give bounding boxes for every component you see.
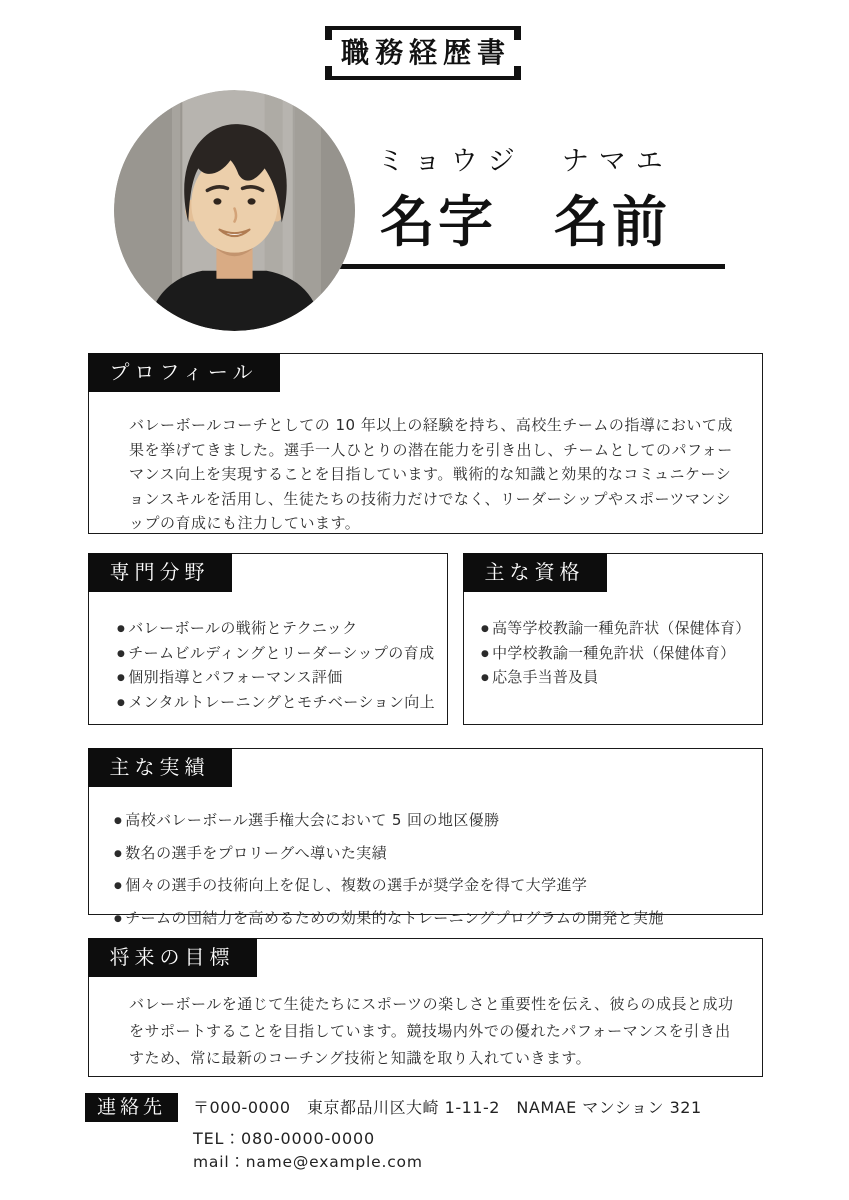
list-item: ● チームの団結力を高めるための効果的なトレーニングプログラムの開発と実施 xyxy=(114,903,762,936)
list-item: ● 高等学校教諭一種免許状（保健体育） xyxy=(481,617,759,642)
section-label-specialty: 専門分野 xyxy=(88,553,232,592)
section-label-qualifications: 主な資格 xyxy=(463,553,607,592)
section-specialty xyxy=(88,553,448,725)
goals-text: バレーボールを通じて生徒たちにスポーツの楽しさと重要性を伝え、彼らの成長と成功をサポートすることを目指しています。競技場内外での優れたパフォーマンスを引き出すため、常に最新のコーチング技術と知識を取り入れていきます。 xyxy=(129,995,734,1067)
list-item: ● 高校バレーボール選手権大会において 5 回の地区優勝 xyxy=(114,805,762,838)
section-achievements xyxy=(88,748,763,927)
frame-corner-top-left xyxy=(325,30,332,40)
list-item: ● バレーボールの戦術とテクニック xyxy=(117,617,447,642)
list-item: ● 数名の選手をプロリーグへ導いた実績 xyxy=(114,838,762,871)
section-qualifications xyxy=(463,553,763,725)
portrait-illustration xyxy=(114,90,355,331)
list-item: ● 個々の選手の技術向上を促し、複数の選手が奨学金を得て大学進学 xyxy=(114,870,762,903)
name-furigana: ミョウジ ナマエ xyxy=(377,146,673,177)
specialty-list xyxy=(89,617,447,715)
section-label-contact: 連絡先 xyxy=(85,1093,178,1122)
list-item: ● 応急手当普及員 xyxy=(481,666,759,691)
name-underline xyxy=(325,264,725,269)
contact-lines xyxy=(193,1093,702,1174)
document-title: 職務経歴書 xyxy=(340,36,511,69)
list-item: ● 個別指導とパフォーマンス評価 xyxy=(117,666,447,691)
section-profile xyxy=(88,353,763,534)
section-contact xyxy=(85,1093,702,1174)
frame-corner-top-right xyxy=(514,30,521,40)
list-item: ● メンタルトレーニングとモチベーション向上 xyxy=(117,691,447,716)
qualifications-list xyxy=(464,617,762,691)
two-column-row xyxy=(88,553,763,725)
full-name: 名字 名前 xyxy=(379,190,670,254)
document-title-frame xyxy=(325,26,521,80)
contact-tel: TEL：080-0000-0000 xyxy=(193,1129,375,1148)
list-item: ● 中学校教諭一種免許状（保健体育） xyxy=(481,642,759,667)
name-block xyxy=(325,146,725,269)
section-label-achievements: 主な実績 xyxy=(88,748,232,787)
frame-corner-bottom-left xyxy=(325,66,332,76)
section-label-goals: 将来の目標 xyxy=(88,938,257,977)
frame-corner-bottom-right xyxy=(514,66,521,76)
achievements-list xyxy=(89,805,762,935)
profile-photo xyxy=(114,90,355,331)
contact-mail: mail：name@example.com xyxy=(193,1153,423,1171)
profile-text: バレーボールコーチとしての 10 年以上の経験を持ち、高校生チームの指導において成果を挙げてきました。選手一人ひとりの潜在能力を引き出し、チームとしてのパフォーマンス向上を実現することを目指しています。戦術的な知識と効果的なコミュニケーションスキルを活用し、生徒たちの技術力だけでなく、リーダーシップやスポーツマンシップの育成にも注力しています。 xyxy=(129,416,733,532)
section-goals xyxy=(88,938,763,1077)
list-item: ● チームビルディングとリーダーシップの育成 xyxy=(117,642,447,667)
section-label-profile: プロフィール xyxy=(88,353,280,392)
contact-address: 〒000-0000 東京都品川区大崎 1-11-2 NAMAE マンション 321 xyxy=(193,1098,702,1117)
